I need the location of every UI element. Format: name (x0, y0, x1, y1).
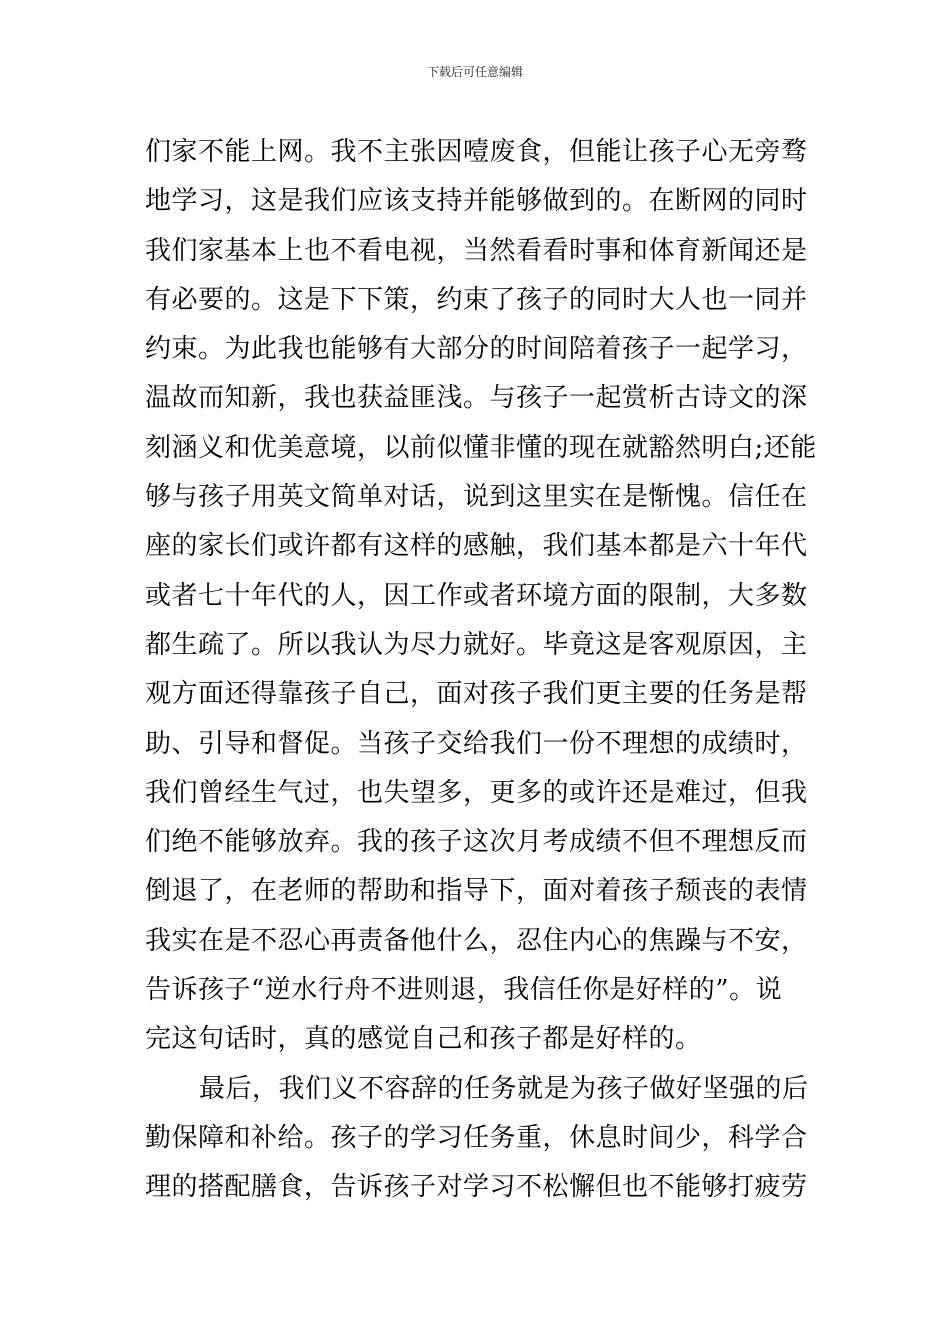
text-line: 我们家基本上也不看电视，当然看看时事和体育新闻还是 (145, 235, 808, 266)
text-line: 勤保障和补给。孩子的学习任务重，休息时间少，科学合 (145, 1122, 808, 1153)
text-line: 们绝不能够放弃。我的孩子这次月考成绩不但不理想反而 (145, 827, 808, 858)
text-line: 告诉孩子“逆水行舟不进则退，我信任你是好样的”。说 (145, 975, 783, 1006)
text-line: 座的家长们或许都有这样的感触，我们基本都是六十年代 (145, 531, 808, 562)
text-line: 刻涵义和优美意境，以前似懂非懂的现在就豁然明白;还能 (145, 432, 817, 463)
text-line: 我们曾经生气过，也失望多，更多的或许还是难过，但我 (145, 777, 808, 808)
text-line: 都生疏了。所以我认为尽力就好。毕竟这是客观原因，主 (145, 629, 808, 660)
text-line: 倒退了，在老师的帮助和指导下，面对着孩子颓丧的表情 (145, 876, 808, 907)
text-line: 我实在是不忍心再责备他什么，忍住内心的焦躁与不安， (145, 925, 808, 956)
text-line: 温故而知新，我也获益匪浅。与孩子一起赏析古诗文的深 (145, 383, 808, 414)
text-line: 约束。为此我也能够有大部分的时间陪着孩子一起学习， (145, 334, 808, 365)
text-line: 够与孩子用英文简单对话，说到这里实在是惭愧。信任在 (145, 482, 808, 513)
text-line: 有必要的。这是下下策，约束了孩子的同时大人也一同并 (145, 284, 808, 315)
body-text (145, 128, 817, 1213)
text-line: 完这句话时，真的感觉自己和孩子都是好样的。 (145, 1024, 702, 1055)
page-header-note: 下载后可任意编辑 (426, 65, 523, 79)
paragraph-start-line: 最后，我们义不容辞的任务就是为孩子做好坚强的后 (199, 1073, 809, 1104)
text-line: 助、引导和督促。当孩子交给我们一份不理想的成绩时， (145, 728, 808, 759)
text-line: 或者七十年代的人，因工作或者环境方面的限制，大多数 (145, 580, 808, 611)
text-line: 地学习，这是我们应该支持并能够做到的。在断网的同时 (145, 186, 808, 217)
text-line: 理的搭配膳食，告诉孩子对学习不松懈但也不能够打疲劳 (145, 1172, 808, 1203)
text-line: 们家不能上网。我不主张因噎废食，但能让孩子心无旁骛 (145, 137, 808, 167)
text-line: 观方面还得靠孩子自己，面对孩子我们更主要的任务是帮 (145, 679, 808, 710)
